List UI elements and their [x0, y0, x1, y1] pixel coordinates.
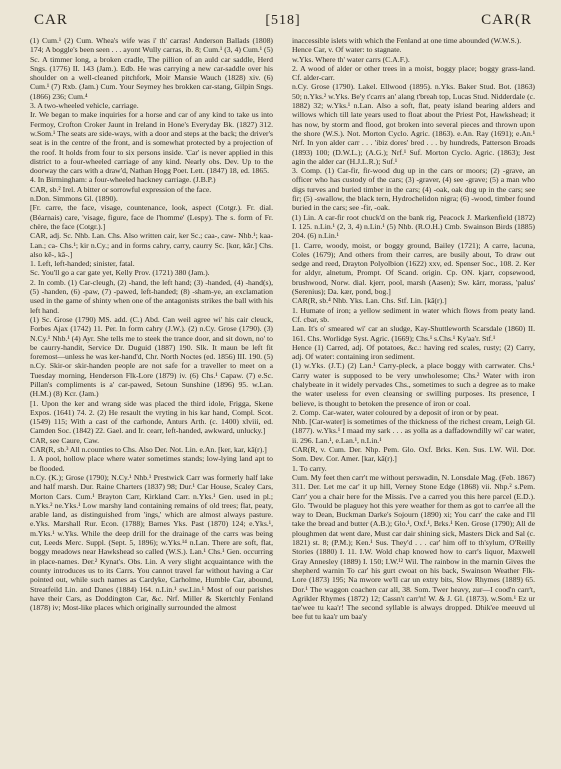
left-para: [Fr. carre, the face, visage, countenance, look, aspect (Cotgr.). Fr. dial. (Béarnais) care, 'visage, figure, face de l'homme' (Lespy). The s. form of Fr. chère, the face (Cotgr.).] — [30, 203, 273, 231]
page-number: [518] — [265, 13, 301, 28]
entry-carr-sb4: CAR(R, sb.⁴ Nhb. Yks. Lan. Chs. Stf. Lin. [kā(r).] — [292, 296, 447, 306]
left-para: [1. Upon the ker and wrang side was placed the third idole, Frigga, Skene Expos. (1641) 74. 2. (2) He resault the vryting in his kar hand, Compl. Scot. (1549) 115; With a cast of the carhonde, Anturs Arth. (c. 1400) xlviii, ed. Camden Soc. (1842) 22. Gael. and Ir. cearr, left-handed, awkward, unlucky.] — [30, 398, 273, 436]
left-para: 4. In Birmingham: a four-wheeled hackney carriage. (J.B.P.) — [30, 175, 216, 185]
left-para: n.Cy. (K.); Grose (1790); N.Cy.¹ Nhb.¹ Prestwick Carr was formerly half lake and half marsh. Dur. Raine Charters (1837) 98; Dur.¹ Car House, Scaley Cars, Morton Cars. Cum.¹ Brayton Carr, Kirkland Carr. n.Yks.¹ Gen. used in pl.; n.Yks.² ne.Yks.¹ Low marshy land containing remains of old trees; flat, peaty, arable land, as distinguished from 'ings,' which are almost always pasture. e.Yks. Marshall Rur. Econ. (1788); Barnes Yks. Past (1870) 124; e.Yks.¹, m.Yks.¹ w.Yks. While the deep drill for the drainage of the carrs was being cut, Leeds Merc. Suppl. (Sept. 5, 1896); w.Yks.¹⁴ n.Lan. There are soft, flat, boggy meadows near Hawkshead so called (W.S.). Lan.¹ Chs.¹ Gen. occurring in place-names. Der.² Kynat's. Obs. Lin. A very slight acquaintance with the county introduces us to its Carrs. You cannot travel far without having a Car pointed out, while such names as Cardyke, Carholme, Humble Car, abound, Streatfeild Lin. and Danes (1884) 164. n.Lin.¹ sw.Lin.¹ Most of our parishes have their Cars, as Doddington Car, &c. Nrf. Miller & Skertchly Fenland (1878) iv; Most-like places which originally surrounded the almost — [30, 472, 273, 613]
right-para: inaccessible islets with which the Fenland at one time abounded (W.W.S.). — [292, 36, 522, 45]
right-para: 2. A wood of alder or other trees in a moist, boggy place; boggy grass-land. Cf. alder-carr. — [292, 63, 535, 83]
right-para: n.Cy. Grose (1790). Lakel. Ellwood (1895). n.Yks. Baker Stud. Bot. (1863) 50; n.Yks.² w.Yks. Be'y t'carrs an' alang t'breah top, Lucas Stud. Nidderdale (c. 1882) 32; w.Yks.¹ n.Lan. Also a soft, flat, peaty island bearing alders and willows which till late years used to float about the Priest Pot, Hawkshead; it has now, by storm and flood, got broken into several pieces and thrown upon the shore (W.S.). Not. Morton Cyclo. Agric. (1863). e.An. Ray (1691); e.An.¹ Nrf. In yon alder carr . . . 'ibiz dores' bred . . . by hundreds, Patterson Broads (1893) 100; (D.W.L.); (A.G.); Nrf.¹ Suf. Morton Cyclo. Agric. (1863); Jest agin the alder car (H.J.L.R.); Suf.¹ — [292, 82, 535, 166]
right-para: Nhb. [Car-water] is sometimes of the thickness of the richest cream, Leigh Gl. (1877). w.Yks.¹ I maad my sark . . . as yolla as a daffadowndilly wi' car water, ii. 296. Lan.¹, e.Lan.¹, n.Lin.¹ — [292, 417, 535, 445]
left-para: (1) Cum.¹ (2) Cum. Whea's wife was i' th' carras! Anderson Ballads (1808) 174; A boggle's been seen . . . ayont Wully carras, ib. 8; Cum.¹ (3, 4) Cum.¹ (5) Sc. A timmer long, a broken cradle, The pillion of an auld car saddle, Herd Sngs. (1776) II. 143 (Jam.). Edb. He was carrying a new car-saddle over his shoulder on a well-cleaned pitchfork, Moir Mansie Wauch (1828) xiv. (6) Cum.¹ (7) Rxb. (Jam.) Cum. Your Seymey hes brokken car-stang, Gilpin Sngs. (1866) 236; Cum.⁴ — [30, 36, 273, 101]
header-left-keyword: CAR — [34, 12, 68, 28]
right-para: 1. To carry. — [292, 463, 327, 473]
left-para: Ir. We began to make inquiries for a horse and car of any kind to take us into Fermoy, Crofton Croker Jaunt in Ireland in Hone's Everyday Bk. (1827) 312. w.Som.¹ The seats are side-ways, with a door and steps at the back; the driver's seat is in the centre of the front, and is somewhat protected by a projection of the roof. It holds from four to six persons inside. 'Car' is never applied in this district to a four-wheeled carriage of any kind. Nearly obs. Dev. Up to the doorway the cars with a draw'd, Nathan Hogg Poet. Lett. (1847) 18, ed. 1865. — [30, 110, 273, 176]
right-para: Lan. It's o' smeared wi' car an sludge, Kay-Shuttleworth Scarsdale (1860) II. 161. Chs. Worlidge Syst. Agric. (1669); Chs.¹ s.Chs.¹ Ky'aa'r. Stf.¹ — [292, 324, 535, 343]
right-para: 3. Comp. (1) Car-fir, fir-wood dug up in the cars or moors; (2) -grave, an officer who has custody of the cars; (3) -graver, (4) see -grave; (5) a man who digs turves and buried timber in the cars; (4) -oak, oak dug up in the cars; see fir; (5) -swallow, the black tern, Hydrochelidon nigra; (6) -wood, timber found buried in the cars; see -fir, -oak. — [292, 166, 535, 213]
right-para: 2. Comp. Car-water, water coloured by a deposit of iron or by peat. — [292, 407, 499, 417]
page-header — [34, 12, 532, 32]
right-column — [292, 36, 535, 761]
right-para: Cum. My feet then carr't me without perswadin, N. Lonsdale Mag. (Feb. 1867) 311. Der. Let me car' it up hill, Verney Stone Edge (1868) vii. Nhp.² s.Pem. Carr' you a chair here for the Missis. I've a carred you this here parcel (E.D.). Glo. 'Twould be plaguey hot this yere weather for them as got to carr'ee all the way to Dean, Buckman Darke's Sojourn (1890) xi; You carr' the cake and I'll take the bread and butter (A.B.); Glo.¹, Oxf.¹, Brks.¹ Ken. Grose (1790); All de ploughmen dat went dare, Must car dair shining sick, Masters Dick and Sal (c. 1821) st. 8; (P.M.); Ken.¹ Sus. They'd . . . car' him off to th'sylum, O'Reilly Stories (1880) I. 11. I.W. Wold chap knowed how to carr's liquor, Maxwell Gray Annesley (1889) I. 150; I.W.¹² Wil. The rainbow in the marnin Gives the shepherd warnin To car' his gurt cwoat on his back, Swainson Weather Flk-Lore (1873) 195; Na mwore we'll car un extry bits, Slow Rhymes (1889) 65. Dor.¹ The waggon coachen car all, 38. Som. Twer heavy, zur—I cood'n carr't, Agrikler Rhymes (1872) 12; Cassn't carr'n! W. & J. Gl. (1873). w.Som.¹ Ez ur tae'wee tu kaa'r! The second syllable is always dropped. Dhik'ee meeuvd ul bee fut tu kaa'r um baa'y — [292, 472, 535, 622]
right-para: Hence Car, v. Of water: to stagnate. — [292, 45, 402, 55]
entry-carr-v: CAR(R, v. Cum. Der. Nhp. Pem. Glo. Oxf. Brks. Ken. Sus. I.W. Wil. Dor. Som. Dev. Cor. Amer. [kar, kā(r).] — [292, 445, 535, 464]
right-para: Hence (1) Carred, adj. Of potatoes, &c.: having red scales, rusty; (2) Carry, adj. Of water: containing iron sediment. — [292, 342, 535, 362]
header-right-keyword: CAR(R — [481, 12, 532, 28]
right-para: (1) Lin. A car-fir root chuck'd on the bank rig, Peacock J. Markenfield (1872) I. 125. n.Lin.¹ (2, 3, 4) n.Lin.¹ (5) Nhb. (R.O.H.) Cmb. Swainson Birds (1885) 204. (6) n.Lin.¹ — [292, 212, 535, 241]
left-column — [30, 36, 273, 761]
left-para: Sc. You'll go a car gate yet, Kelly Prov. (1721) 380 (Jam.). — [30, 268, 210, 278]
right-para: (1) w.Yks. (J.T.) (2) Lan.¹ Carry-pleck, a place boggy with carrwater. Chs.¹ Carry water is supposed to be very unwholesome; Chs.² Water with iron chalybeate in it widely pervades Chs., sometimes to such a degree as to make the water useless for even cleansing or swilling purposes. Its presence, I believe, is thought to betoken the presence of iron or coal. — [292, 361, 535, 408]
entry-car-sb2: CAR, sb.² Irel. A bitter or sorrowful expression of the face. — [30, 184, 212, 194]
left-para: 1. A pool, hollow place where water sometimes stands; low-lying land apt to be flooded. — [30, 454, 273, 473]
entry-car-adj: CAR, adj. Sc. Nhb. Lan. Chs. Also written cair, ker Sc.; caa-, caw- Nhb.¹; kaa- Lan.; ca- Chs.¹; kir n.Cy.; and in forms cahry, carry, caurry Sc. [kɑr, kār.] Chs. also kē-, kā-.] — [30, 231, 273, 259]
left-para: n.Don. Simmons Gl. (1890). — [30, 194, 118, 204]
entry-car-see: CAR, see Caure, Caw. — [30, 435, 100, 445]
left-para: (1) Sc. Grose (1790) MS. add. (C.) Abd. Can weil agree wi' his cair cleuck, Forbes Ajax (1742) 11. Per. In form cahry (J.W.). (2) n.Cy. Grose (1790). (3) N.Cy.¹ Nhb.¹ (4) Ayr. She tells me to steek the trance door, and sit down, no' to be caurry-handit, Service Dr. Duguid (1887) 190. Slk. It maun be left fit foremost—unless he was ker-hand'd, Chr. North Noctes (ed. 1856) III. 190. (5) n.Cy. Skir-or skir-handen people are not safe for a traveller to meet on a Tuesday morning, Henderson Flk-Lore (1879) iv. (6) Chs.¹ Capaw. (7) e.Sc. Pillan's compliments is a' car-pawed, Setoun Sunshine (1896) 95. w.Lan. (H.M.) (8) Kcr. (Jam.) — [30, 314, 273, 399]
right-para: 1. Humate of iron; a yellow sediment in water which flows from peaty land. Cf. cbar, sb. — [292, 305, 535, 324]
left-para: 3. A two-wheeled vehicle, carriage. — [30, 101, 139, 111]
right-para: [1. Carre, woody, moist, or boggy ground, Bailey (1721); A carre, lacuna, Coles (1679); And others from their carres, are busily about, To draw out sedge and reed, Drayton Polyolbion (1622) xxv, ed. Spenser Soc., 108. 2. Ker for aldyr, alnetum, Prompt. Of Scand. origin. Cp. ON. kjarr, copsewood, brushwood, Norw. dial. kjerr, pool, marsh (Aasen); Sw. kärr, morass, 'palus' (Serenius); Da. kær, pond, bog.] — [292, 240, 535, 297]
right-para: w.Yks. Where th' water carrs (C.A.F.). — [292, 54, 410, 64]
entry-carr-sb3: CAR(R, sb.³ All n.counties to Chs. Also Der. Not. Lin. e.An. [ker, kar, kā(r).] — [30, 445, 267, 455]
left-para: 1. Left, left-handed; sinister, fatal. — [30, 259, 135, 269]
left-para: 2. In comb. (1) Car-cleugh, (2) -hand, the left hand; (3) -handed, (4) -hand(s), (5) -handen, (6) -paw, (7) -pawed, left-handed; (8) -sham-ye, an exclamation used in the game of shinty when one of the antagonists strikes the ball with his left hand. — [30, 277, 273, 315]
